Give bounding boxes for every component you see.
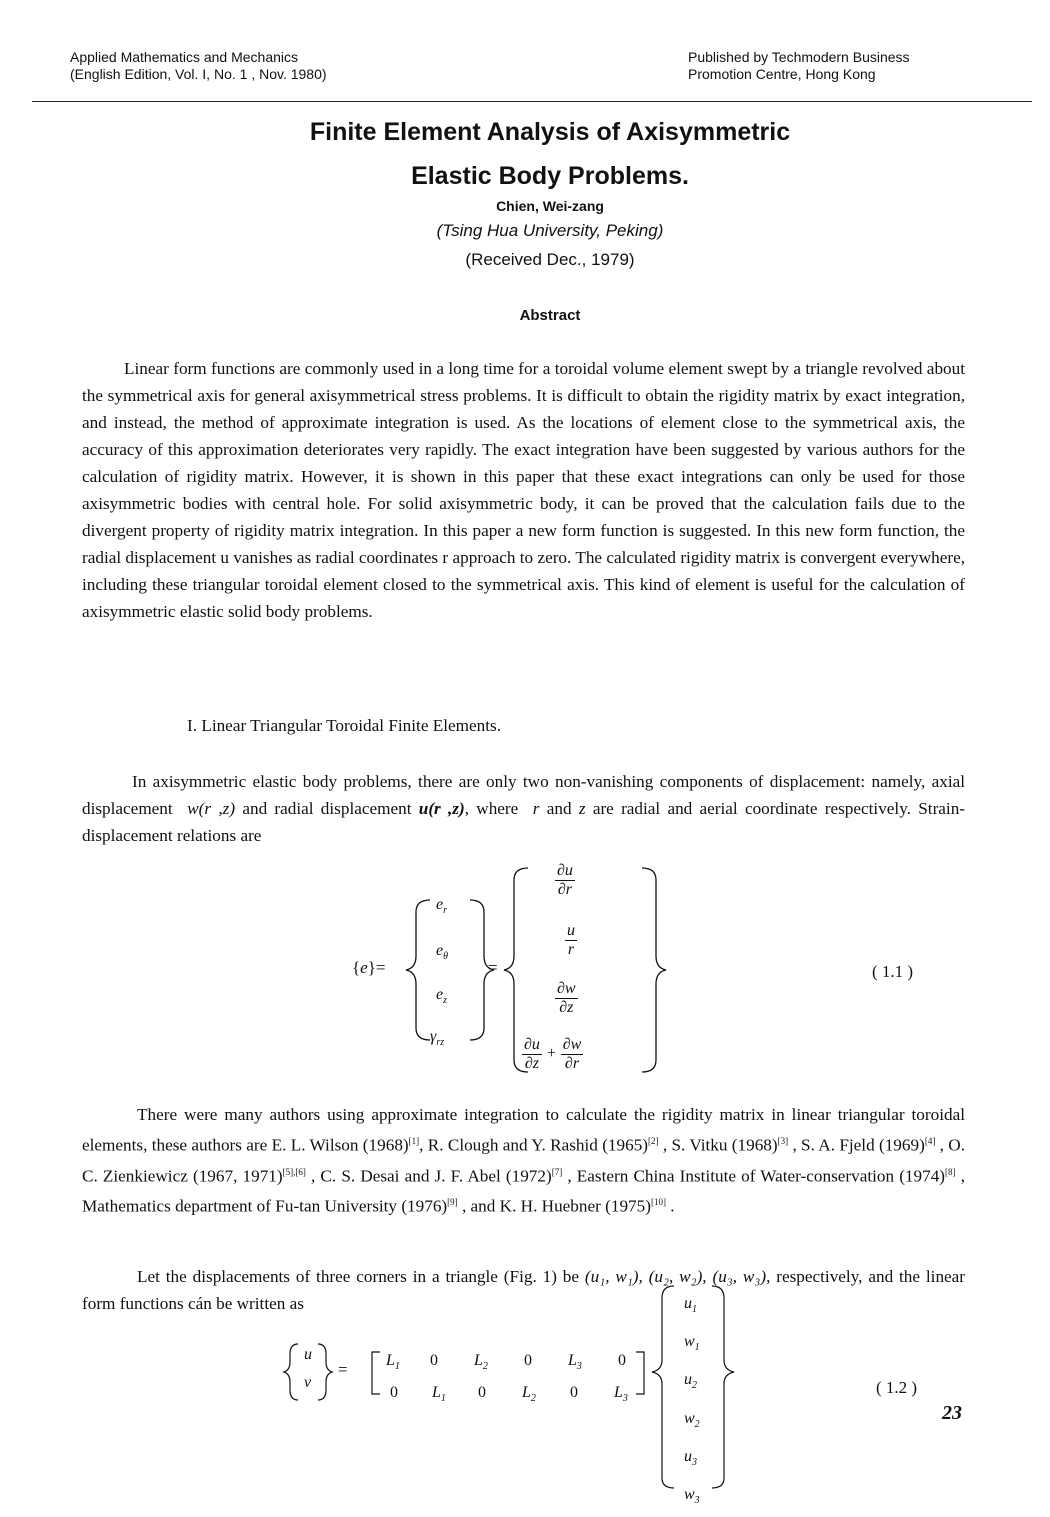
para2-text-i: , and K. H. Huebner (1975) bbox=[461, 1197, 651, 1217]
u-over-r: $\frac{u}{r}$ bbox=[567, 922, 575, 958]
section-paragraph-2 bbox=[82, 1101, 965, 1220]
author: Chien, Wei-zang bbox=[496, 198, 604, 214]
para2-text-h: , Mathematics department of Fu-tan University (1976) bbox=[82, 1166, 965, 1217]
equals-sign: = bbox=[488, 958, 498, 977]
para2-text-j: . bbox=[670, 1197, 675, 1217]
equation-1-1 bbox=[350, 860, 680, 1090]
publisher: Published by Techmodern Business bbox=[688, 49, 910, 65]
para2-text-f: , C. S. Desai and J. F. Abel (1972) bbox=[311, 1166, 552, 1186]
journal-header-right bbox=[688, 49, 910, 83]
corner-displacements: (u₁, w₁), (u₂, w₂), (u₃, w₃), bbox=[584, 1267, 771, 1286]
para1-text-d: are radial and aerial coordinate respectively. Strain-displacement relations are bbox=[82, 799, 966, 845]
section-heading: I. Linear Triangular Toroidal Finite Elements. bbox=[187, 716, 502, 735]
nodal-displacement-vector: $u_1$ $w_1$ $u_2$ $w_2$ $u_3$ $w_3$ bbox=[684, 1295, 700, 1507]
para2-text-e: , O. C. Zienkiewicz (1967, 1971) bbox=[82, 1135, 965, 1186]
equals-sign-2: = bbox=[338, 1360, 348, 1379]
matrix-row-2: 0 $L_1$ 0 $L_2$ 0 $L_3$ bbox=[390, 1384, 628, 1405]
journal-name: Applied Mathematics and Mechanics bbox=[70, 49, 299, 65]
equation-1-1-label: ( 1.1 ) bbox=[872, 962, 914, 981]
para2-text-b: , R. Clough and Y. Rashid (1965) bbox=[419, 1135, 649, 1155]
para1-text-c: , where bbox=[464, 799, 519, 818]
vector-v: v bbox=[304, 1374, 312, 1391]
symbol-z: z bbox=[578, 799, 586, 818]
para3-text-b: respectively, and the linear form functions cán be written as bbox=[82, 1267, 966, 1313]
equation-1-2-label: ( 1.2 ) bbox=[876, 1378, 918, 1397]
journal-edition: (English Edition, Vol. I, No. 1 , Nov. 1980) bbox=[70, 66, 327, 82]
para2-text-d: , S. A. Fjeld (1969) bbox=[792, 1135, 925, 1155]
paper-title-line-2: Elastic Body Problems. bbox=[411, 162, 689, 190]
para3-text-a: Let the displacements of three corners in a triangle (Fig. 1) be bbox=[137, 1267, 580, 1286]
abstract-body bbox=[82, 355, 965, 625]
strain-gamma-rz: $\gamma_{rz}$ bbox=[430, 1028, 445, 1049]
para1-text-b: and radial displacement bbox=[242, 799, 412, 818]
dw-dz: $\frac{\partial w}{\partial z}$ bbox=[557, 980, 576, 1016]
ref-5-6: [5],[6] bbox=[282, 1166, 306, 1177]
abstract-text: Linear form functions are commonly used in a long time for a toroidal volume element swept by a triangle revolved about the symmetrical axis for general axisymmetrical stress problems. It is difficult to obtain the rigidity matrix by exact integration, and instead, the method of approximate integration is used. As the locations of element close to the symmetrical axis, the accuracy of this approximation deteriorates very rapidly. The exact integration have been suggested by various authors for the calculation of rigidity matrix. However, it is shown in this paper that these exact integrations can only be used for those axisymmetric bodies with central hole. For solid axisymmetric body, it can be proved that the calculation fails due to the divergent property of rigidity matrix integration. In this paper a new form function is suggested. In this new form function, the radial displacement u vanishes as radial coordinates r approach to zero. The calculated rigidity matrix is convergent everywhere, including these triangular toroidal element closed to the symmetrical axis. This kind of element is useful for the calculation of axisymmetric elastic solid body problems. bbox=[82, 359, 965, 621]
strain-vector-label: {e}= bbox=[352, 958, 386, 977]
matrix-row-1: $L_1$ 0 $L_2$ 0 $L_3$ 0 bbox=[386, 1352, 626, 1373]
publisher-location: Promotion Centre, Hong Kong bbox=[688, 66, 876, 82]
received-date: (Received Dec., 1979) bbox=[465, 250, 635, 269]
ref-4: [4] bbox=[924, 1136, 936, 1146]
para2-text-c: , S. Vitku (1968) bbox=[662, 1135, 778, 1155]
strain-ez: $e_z$ bbox=[436, 986, 448, 1007]
affiliation: (Tsing Hua University, Peking) bbox=[436, 221, 664, 240]
strain-er: $e_r$ bbox=[436, 896, 448, 917]
ref-1: [1] bbox=[408, 1136, 420, 1146]
ref-2: [2] bbox=[648, 1136, 659, 1146]
ref-3: [3] bbox=[777, 1136, 789, 1146]
equation-braces bbox=[350, 860, 680, 1090]
vector-u: u bbox=[304, 1346, 312, 1363]
para2-text-g: , Eastern China Institute of Water-conservation (1974) bbox=[567, 1166, 946, 1186]
symbol-u-rz: u(r ,z) bbox=[418, 799, 465, 818]
ref-9: [9] bbox=[447, 1197, 458, 1208]
para2-text-a: There were many authors using approximate integration to calculate the rigidity matrix in linear triangular toroidal elements, these authors are E. L. Wilson (1968) bbox=[82, 1105, 965, 1155]
symbol-w-rz: w(r ,z) bbox=[187, 799, 236, 818]
para1-text-a: In axisymmetric elastic body problems, there are only two non-vanishing components of displacement: namely, axial displacement bbox=[82, 772, 965, 818]
strain-etheta: $e_\theta$ bbox=[436, 942, 449, 963]
journal-header-left bbox=[70, 49, 327, 83]
paper-title-line-1: Finite Element Analysis of Axisymmetric bbox=[309, 118, 791, 146]
header-rule bbox=[32, 101, 1032, 102]
abstract-heading: Abstract bbox=[519, 307, 581, 324]
ref-10: [10] bbox=[650, 1197, 666, 1208]
equation-1-2 bbox=[282, 1282, 742, 1507]
para1-and: and bbox=[546, 799, 572, 818]
du-dz-plus-dw-dr: $\frac{\partial u}{\partial z}$ + $\frac{\partial w}{\partial r}$ bbox=[524, 1036, 582, 1072]
ref-7: [7] bbox=[551, 1166, 563, 1177]
ref-8: [8] bbox=[945, 1166, 956, 1177]
symbol-r: r bbox=[532, 799, 540, 818]
du-dr: $\frac{\partial u}{\partial r}$ bbox=[557, 862, 573, 898]
page-number: 23 bbox=[942, 1402, 962, 1424]
section-paragraph-1 bbox=[82, 768, 965, 849]
